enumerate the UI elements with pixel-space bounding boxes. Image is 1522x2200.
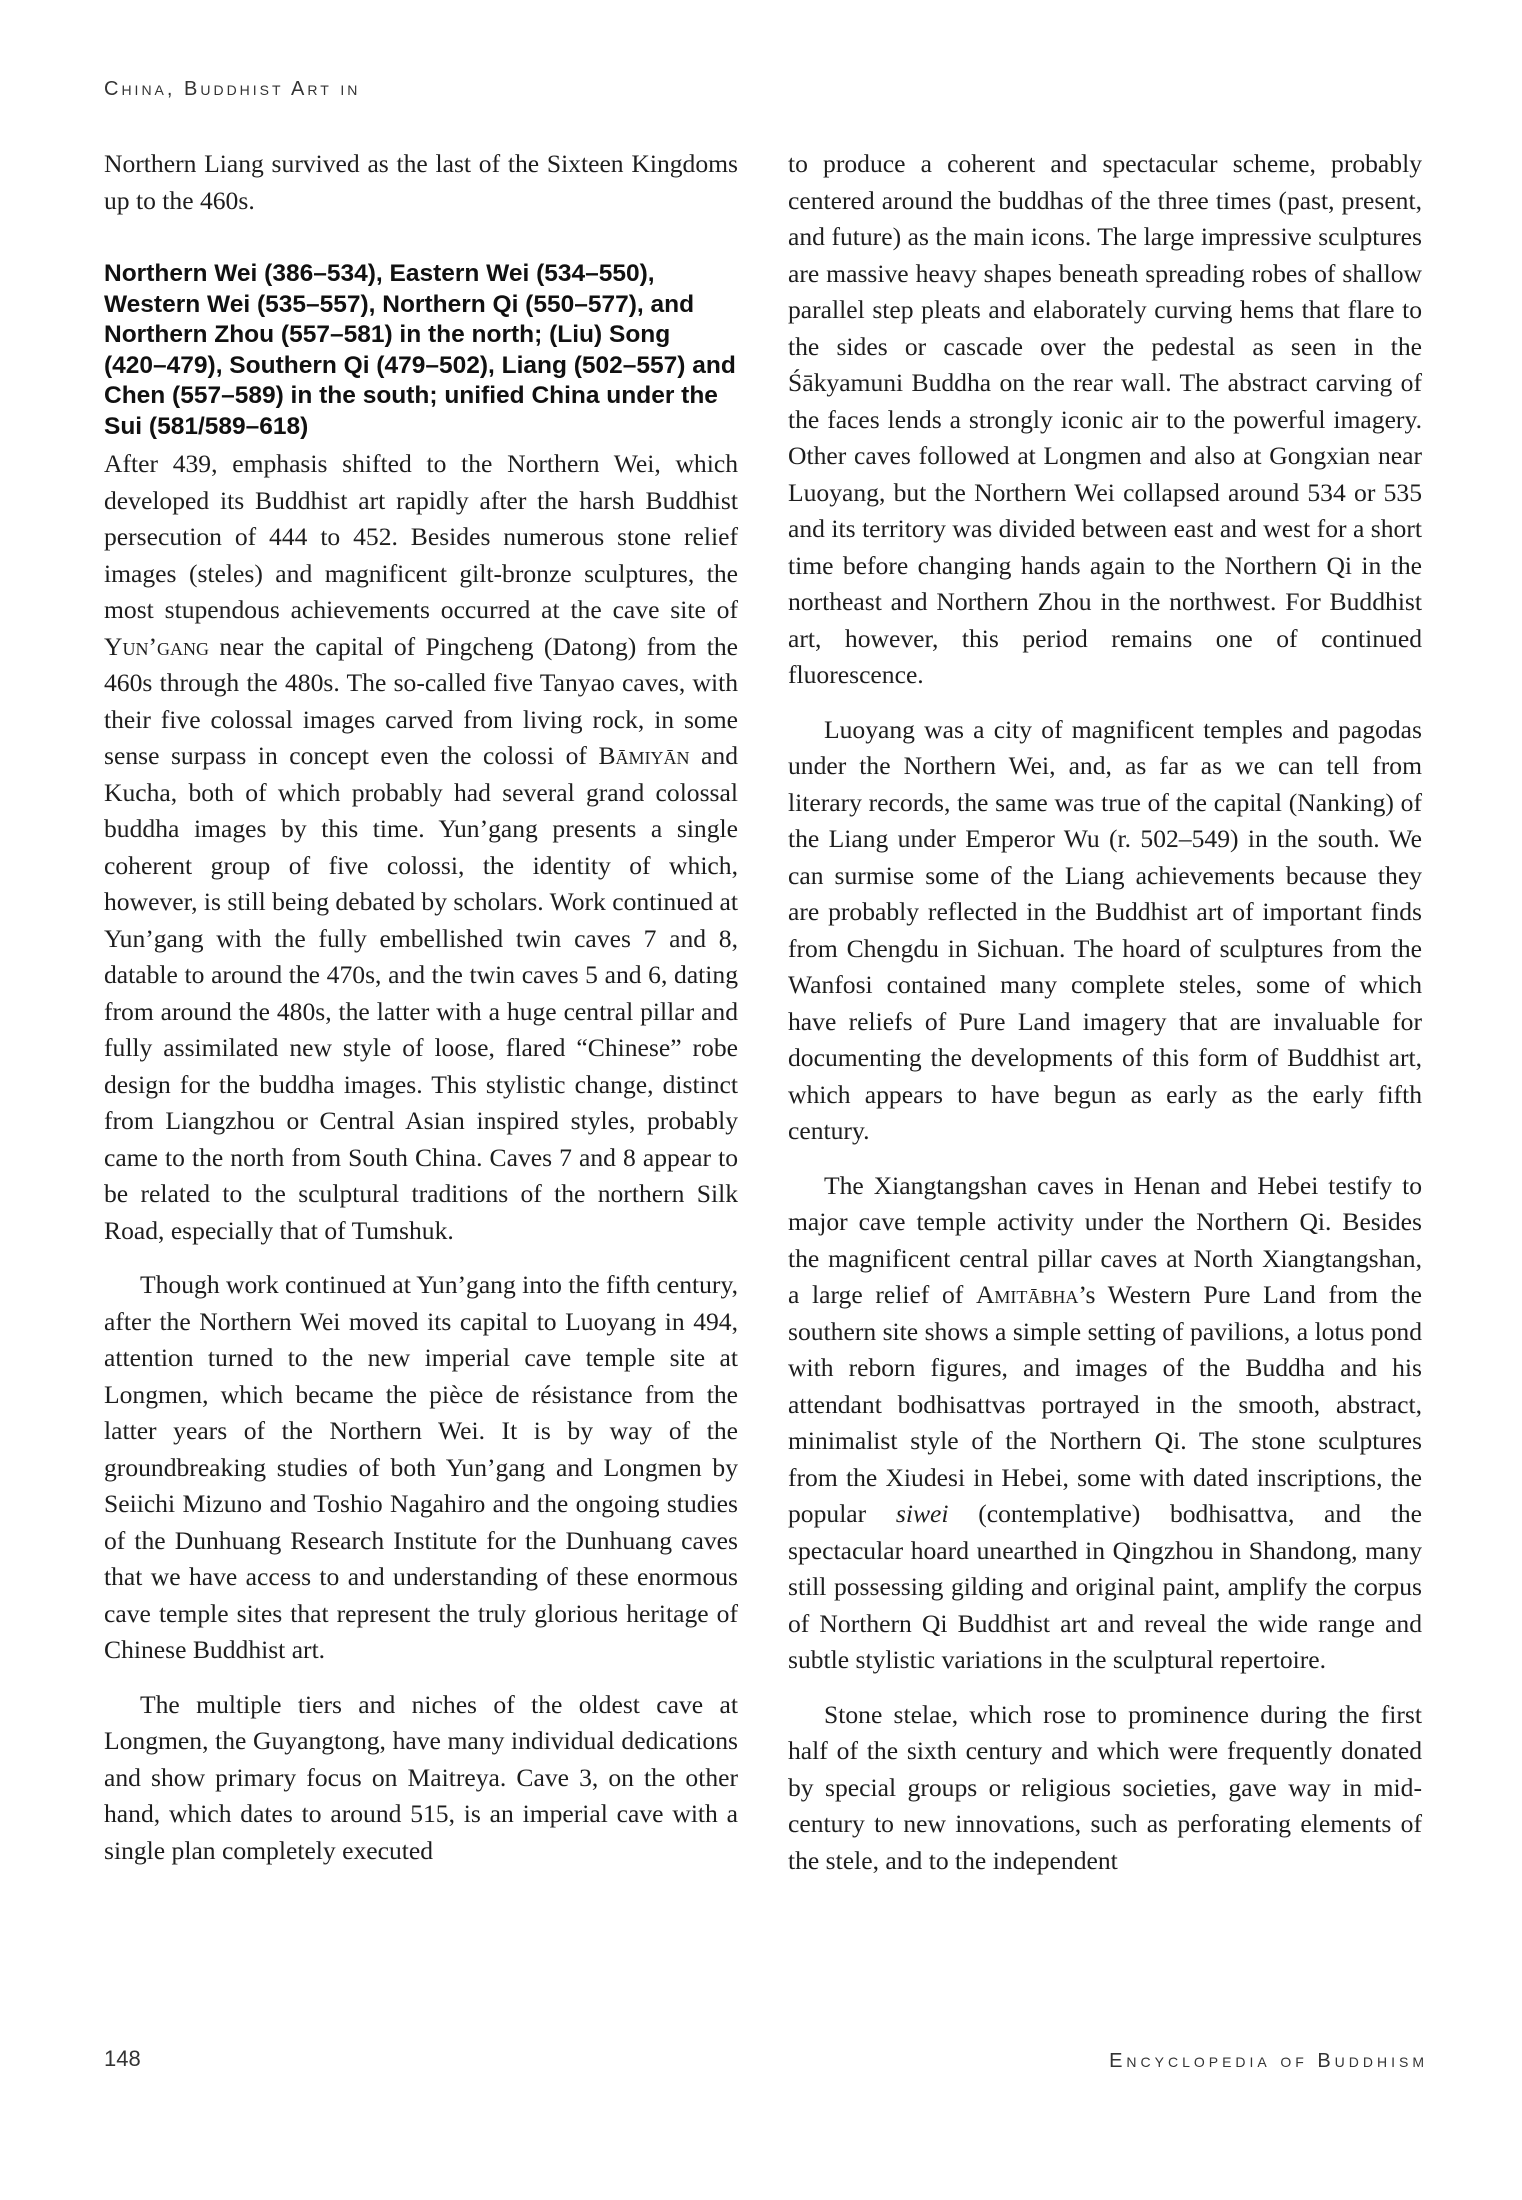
text-run: (contemplative) bodhisattva, and the spectacular hoard unearthed in Qingzhou in Shandong, many still possessing gilding and original paint, amplify the corpus of Northern Qi Buddhist art and reveal the wide range and subtle stylistic variations in the sculptural repertoire. xyxy=(788,1499,1422,1674)
text-run: The Xiangtangshan caves in Henan and Hebei testify to major cave temple activity under the Northern Qi. Besides the magnificent central pillar caves at North Xiangtangshan, a large relief of xyxy=(788,1170,1422,1309)
cross-reference: Bāmiyān xyxy=(598,741,690,770)
cross-reference: Yun’gang xyxy=(104,631,210,661)
italic-term: siwei xyxy=(895,1499,949,1528)
text-run: near the capital of Pingcheng (Datong) from the 460s through the 480s. The so-called five Tanyao caves, with their five colossal images carved from living rock, in some sense surpass in concept even the colossi of xyxy=(104,631,738,770)
paragraph: Northern Liang survived as the last of the Sixteen Kingdoms up to the 460s. xyxy=(104,149,738,215)
page-number: 148 xyxy=(104,2046,141,2071)
text-run: and Kucha, both of which probably had several grand colossal buddha images by this time. Yun’gang presents a single coherent group of five colossi, the identity of which, however, is still being debated by scholars. Work continued at Yun’gang with the fully embellished twin caves 7 and 8, datable to around the 470s, and the twin caves 5 and 6, dating from around the 480s, the latter with a huge central pillar and fully assimilated new style of loose, flared “Chinese” robe design for the buddha images. This stylistic change, distinct from Liangzhou or Central Asian inspired styles, probably came to the north from South China. Caves 7 and 8 appear to be related to the sculptural traditions of the northern Silk Road, especially that of Tumshuk. xyxy=(104,741,739,1245)
paragraph: Luoyang was a city of magnificent temples and pagodas under the Northern Wei, and, as far as we can tell from literary records, the same was true of the capital (Nanking) of the Liang under Emperor Wu (r. 502–549) in the south. We can surmise some of the Liang achievements because they are probably reflected in the Buddhist art of important finds from Chengdu in Sichuan. The hoard of sculptures from the Wanfosi contained many complete steles, some of which have reliefs of Pure Land imagery that are invaluable for documenting the developments of this form of Buddhist art, which appears to have begun as early as the early fifth century. xyxy=(788,714,1422,1145)
running-head: China, Buddhist Art in xyxy=(104,78,361,100)
book-title: Encyclopedia of Buddhism xyxy=(1109,2050,1428,2072)
paragraph: The multiple tiers and niches of the oldest cave at Longmen, the Guyangtong, have many individual dedications and show primary focus on Maitreya. Cave 3, on the other hand, which dates to around 515, is an imperial cave with a single plan completely executed xyxy=(104,1689,738,1865)
section-heading: Northern Wei (386–534), Eastern Wei (534–550), Western Wei (535–557), Northern Qi (550–577), and Northern Zhou (557–581) in the north; (Liu) Song (420–479), Southern Qi (479–502), Liang (502–557) and Chen (557–589) in the south; unified China under the Sui (581/589–618) xyxy=(104,260,736,440)
left-column xyxy=(104,146,738,1869)
paragraph xyxy=(788,1168,1422,1679)
paragraph: Stone stelae, which rose to prominence during the first half of the sixth century and which were frequently donated by special groups or religious societies, gave way in mid-century to new innovations, such as perforating elements of the stele, and to the independent xyxy=(788,1699,1422,1875)
paragraph: Though work continued at Yun’gang into the fifth century, after the Northern Wei moved its capital to Luoyang in 494, attention turned to the new imperial cave temple site at Longmen, which became the pièce de résistance from the latter years of the Northern Wei. It is by way of the groundbreaking studies of both Yun’gang and Longmen by Seiichi Mizuno and Toshio Nagahiro and the ongoing studies of the Dunhuang Research Institute for the Dunhuang caves that we have access to and understanding of these enormous cave temple sites that represent the truly glorious heritage of Chinese Buddhist art. xyxy=(104,1270,738,1664)
cross-reference: Amitābha xyxy=(975,1280,1079,1309)
right-column xyxy=(788,146,1422,1879)
text-run: After 439, emphasis shifted to the Northern Wei, which developed its Buddhist art rapidly after the harsh Buddhist persecution of 444 to 452. Besides numerous stone relief images (steles) and magnificent gilt-bronze sculptures, the most stupendous achievements occurred at the cave site of xyxy=(104,449,738,624)
paragraph: to produce a coherent and spectacular scheme, probably centered around the buddhas of the three times (past, present, and future) as the main icons. The large impressive sculptures are massive heavy shapes beneath spreading robes of shallow parallel step pleats and elaborately curving hems that flare to the sides or cascade over the pedestal as seen in the Śākyamuni Buddha on the rear wall. The abstract carving of the faces lends a strongly iconic air to the powerful imagery. Other caves followed at Longmen and also at Gongxian near Luoyang, but the Northern Wei collapsed around 534 or 535 and its territory was divided between east and west for a short time before changing hands again to the Northern Qi in the northeast and Northern Zhou in the northwest. For Buddhist art, however, this period remains one of continued fluorescence. xyxy=(788,149,1422,689)
text-run: ’s Western Pure Land from the southern site shows a simple setting of pavilions, a lotus pond with reborn figures, and images of the Buddha and his attendant bodhisattvas portrayed in the smooth, abstract, minimalist style of the Northern Qi. The stone sculptures from the Xiudesi in Hebei, some with dated inscriptions, the popular xyxy=(788,1280,1422,1528)
paragraph xyxy=(104,446,738,1249)
